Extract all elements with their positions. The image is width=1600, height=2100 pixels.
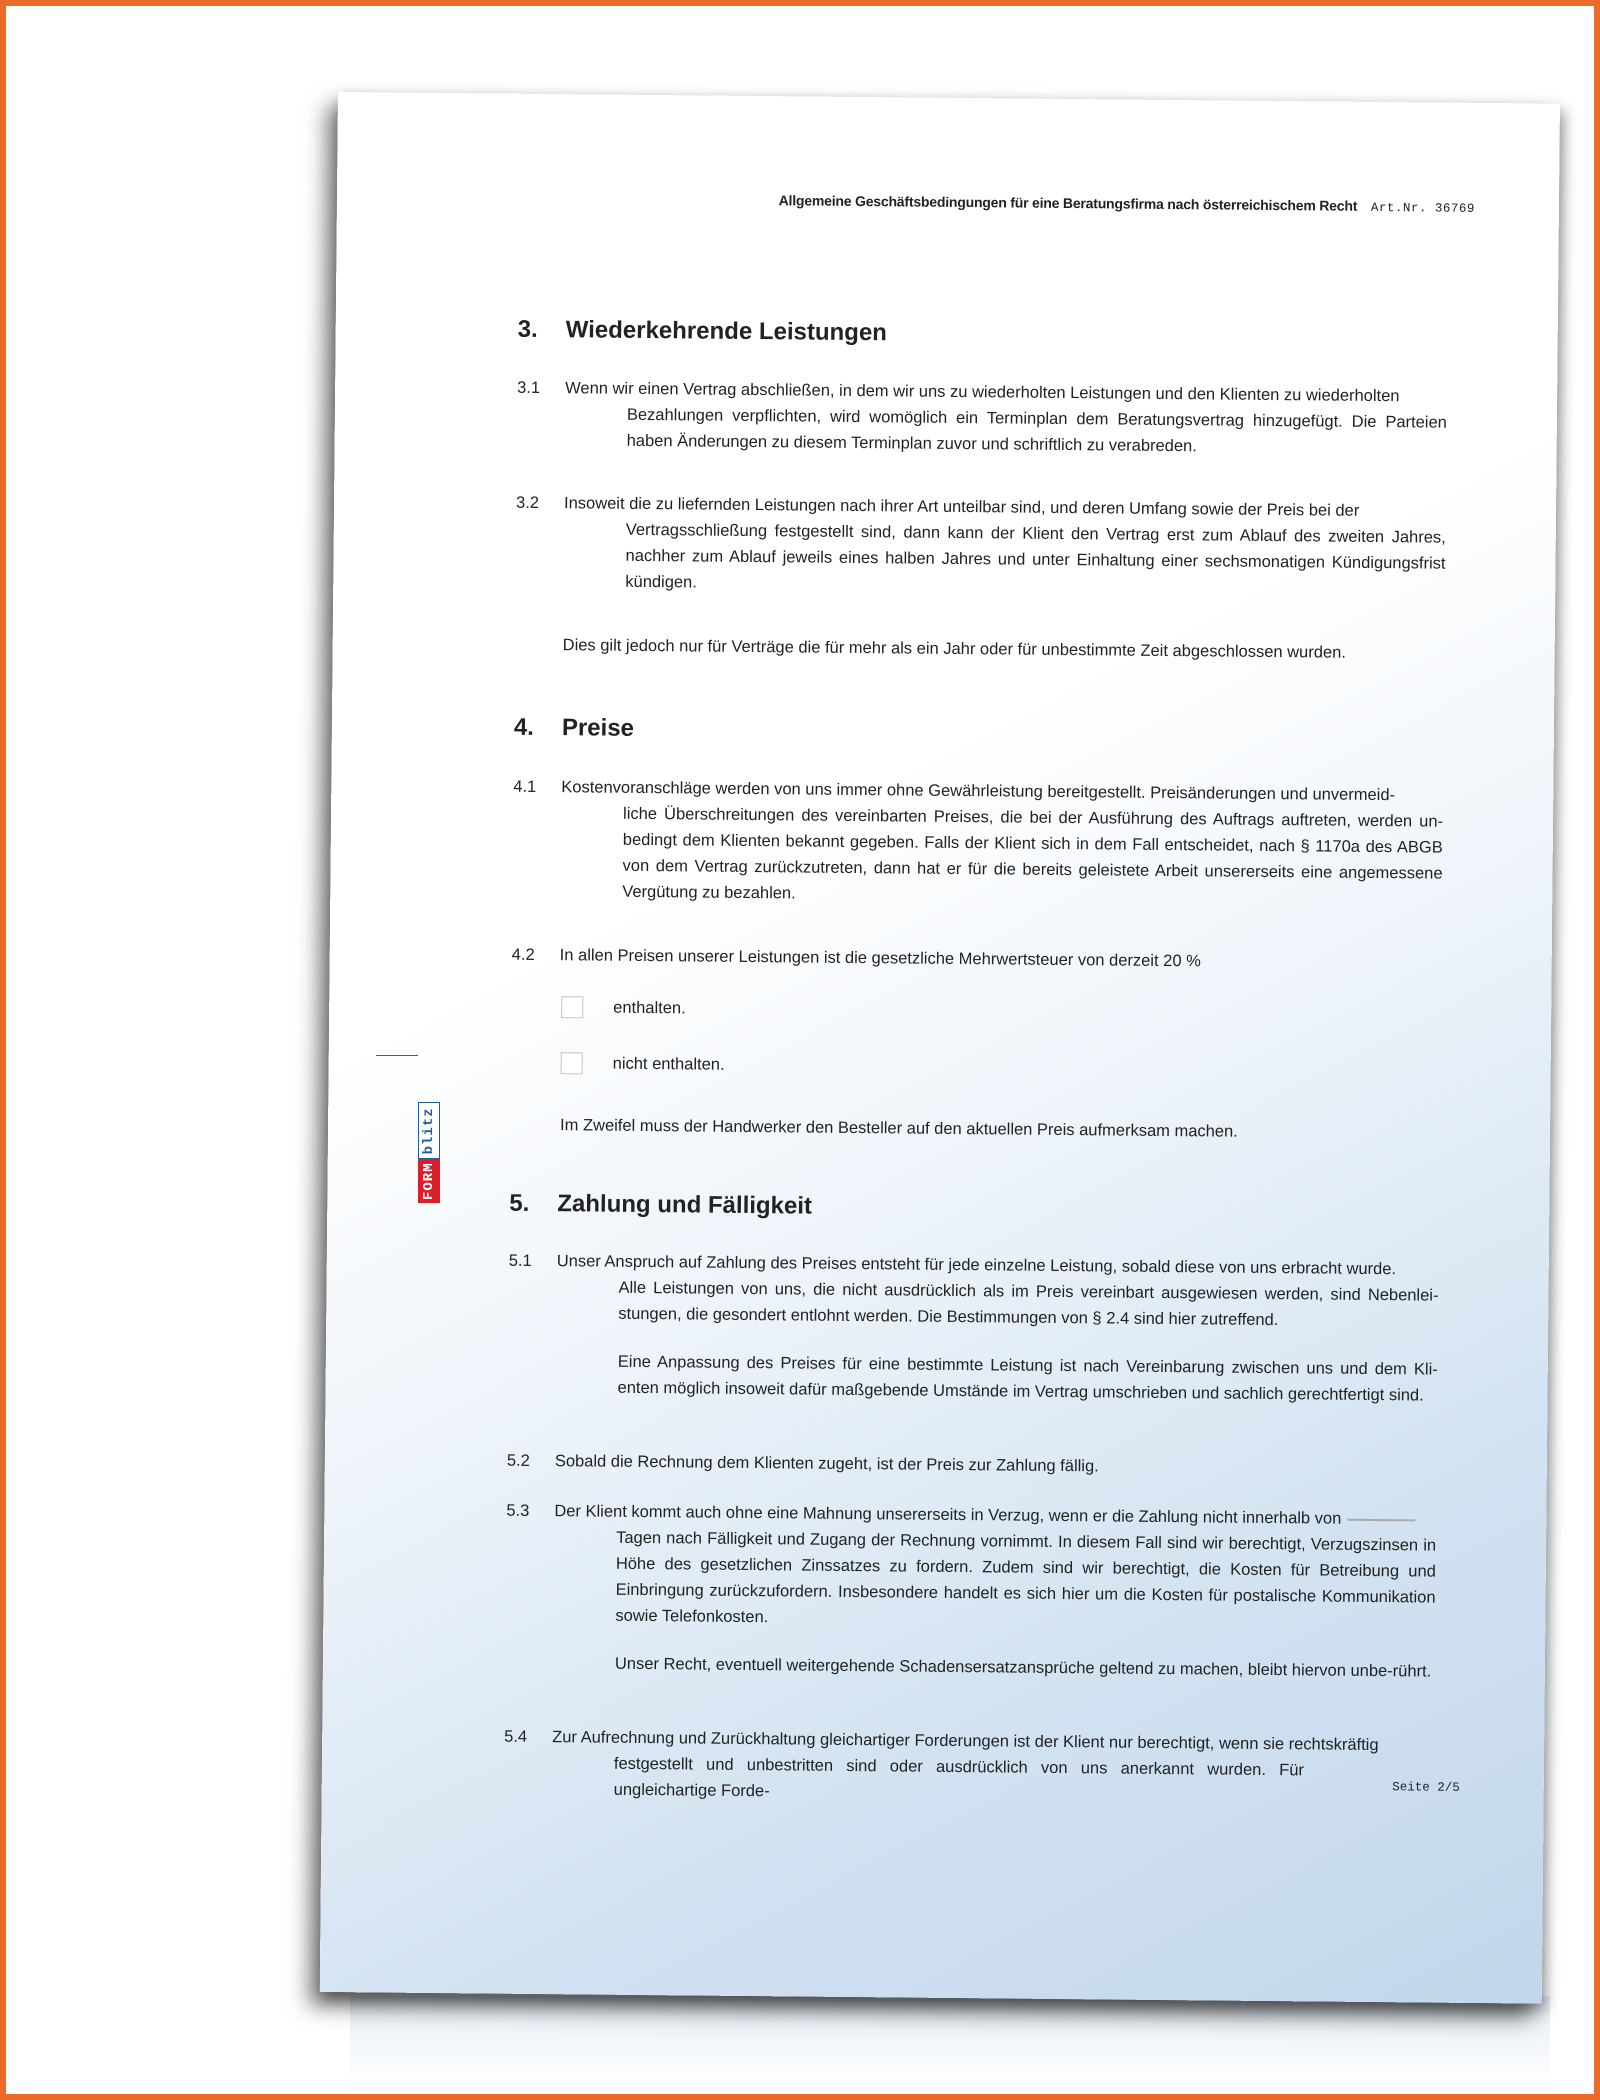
brand-tick-line: [376, 1055, 418, 1056]
clause-number: 4.1: [513, 777, 537, 796]
option-nicht-enthalten[interactable]: [561, 1052, 725, 1076]
section-number: 5.: [509, 1189, 530, 1217]
clause-first-line: Kostenvoranschläge werden von uns immer ohne Gewährleistung bereitgestellt. Preisänderungen und unvermeid-: [561, 778, 1396, 805]
section-3-note: Dies gilt jedoch nur für Verträge die für mehr als ein Jahr oder für unbestimmte Zeit abgeschlossen wurden.: [562, 636, 1346, 662]
clause-5-4: [504, 1724, 1435, 1811]
section-4-note: Im Zweifel muss der Handwerker den Besteller auf den aktuellen Preis aufmerksam machen.: [560, 1116, 1238, 1141]
clause-5-1: [507, 1248, 1438, 1409]
clause-3-2: [515, 490, 1446, 603]
logo-form-text: FORM: [418, 1159, 440, 1203]
document-page: [320, 92, 1560, 2004]
clause-5-2: [507, 1448, 1437, 1483]
clause-5-3: [505, 1498, 1437, 1685]
document-title: Allgemeine Geschäftsbedingungen für eine Beratungsfirma nach österreichischem Recht: [778, 192, 1358, 214]
section-title: Preise: [561, 714, 635, 742]
clause-number: 3.1: [517, 378, 541, 397]
clause-number: 4.2: [511, 945, 535, 964]
clause-4-2: [512, 942, 1442, 977]
clause-number: 5.2: [506, 1451, 530, 1470]
clause-text: Bezahlungen verpflichten, wird womöglich ein Terminplan dem Beratungsvertrag hinzugefügt. Die Parteien haben Änderungen zu diesem Terminplan zuvor und schriftlich zu verabreden.: [626, 405, 1447, 456]
clause-text: festgestellt und unbestritten sind oder ausdrücklich von uns anerkannt wurden. Für ungleichartige Forde-: [613, 1754, 1305, 1801]
clause-number: 3.2: [515, 493, 540, 512]
section-5-heading: [509, 1190, 812, 1221]
section-title: Zahlung und Fälligkeit: [557, 1190, 813, 1220]
clause-number: 5.1: [508, 1251, 532, 1270]
clause-paragraph: Unser Recht, eventuell weitergehende Schadensersatzansprüche geltend zu machen, bleibt hiervon unbe-rührt.: [614, 1654, 1432, 1681]
option-label: enthalten.: [613, 998, 686, 1017]
clause-4-1: [512, 774, 1443, 913]
section-3-heading: [518, 316, 887, 348]
clause-first-line: In allen Preisen unserer Leistungen ist die gesetzliche Mehrwertsteuer von derzeit 20 %: [559, 946, 1201, 971]
article-number: Art.Nr. 36769: [1370, 200, 1475, 216]
option-enthalten[interactable]: [561, 996, 686, 1019]
document-header: [779, 192, 1475, 216]
clause-text: Alle Leistungen von uns, die nicht ausdrücklich als im Preis vereinbart ausgewiesen werden, sind Nebenlei-stungen, die gesondert entlohnt werden. Die Bestimmungen von § 2.4 sind hier zutreffend.: [618, 1278, 1439, 1330]
clause-paragraph: Eine Anpassung des Preises für eine bestimmte Leistung ist nach Vereinbarung zwischen uns und dem Kli-enten möglich insoweit dafür maßgebende Umstände im Vertrag umschrieben und sachlich gerechtfertigt sind.: [617, 1352, 1438, 1405]
page-number: Seite 2/5: [1392, 1780, 1460, 1795]
clause-first-line: Unser Anspruch auf Zahlung des Preises entsteht für jede einzelne Leistung, sobald diese von uns erbracht wurde.: [556, 1252, 1397, 1279]
clause-3-1: [517, 375, 1448, 462]
option-label: nicht enthalten.: [612, 1054, 725, 1074]
clause-first-line: Zur Aufrechnung und Zurückhaltung gleichartiger Forderungen ist der Klient nur berechtigt, wenn sie rechtskräftig: [552, 1728, 1379, 1755]
checkbox-enthalten[interactable]: [561, 996, 583, 1018]
clause-first-line: Der Klient kommt auch ohne eine Mahnung unsererseits in Verzug, wenn er die Zahlung nicht innerhalb von: [554, 1502, 1342, 1528]
page-reflection: [350, 1996, 1550, 2086]
section-number: 4.: [513, 713, 535, 741]
logo-blitz-text: blitz: [418, 1102, 440, 1159]
section-4-heading: [514, 714, 634, 743]
clause-number: 5.3: [506, 1501, 530, 1520]
clause-text: liche Überschreitungen des vereinbarten Preises, die bei der Ausführung des Auftrags auftreten, werden un-bedingt dem Klienten bekannt gegeben. Falls der Klient sich in dem Fall entscheidet, nach § 1170a des ABGB von dem Vertrag zurückzutreten, dann hat er für die bereits geleistete Arbeit unsererseits eine angemessene Vergütung zu bezahlen.: [622, 804, 1444, 903]
formblitz-logo: [418, 1055, 440, 1203]
fill-in-blank[interactable]: [1347, 1518, 1415, 1521]
clause-first-line: Wenn wir einen Vertrag abschließen, in dem wir uns zu wiederholten Leistungen und den Klienten zu wiederholten: [565, 379, 1400, 406]
section-number: 3.: [517, 315, 538, 343]
clause-number: 5.4: [504, 1727, 528, 1746]
clause-text: Tagen nach Fälligkeit und Zugang der Rechnung vornimmt. In diesem Fall sind wir berechtigt, Verzugszinsen in Höhe des gesetzlichen Zinssatzes zu fordern. Zudem sind wir berechtigt, die Kosten für Betreibung und Einbringung zurückzufordern. Insbesondere handelt es sich hier um die Kosten für postalische Kommunikation sowie Telefonkosten.: [615, 1528, 1437, 1627]
clause-first-line: Sobald die Rechnung dem Klienten zugeht, ist der Preis zur Zahlung fällig.: [554, 1452, 1099, 1476]
clause-first-line: Insoweit die zu liefernden Leistungen nach ihrer Art unteilbar sind, und deren Umfang sowie der Preis bei der: [563, 494, 1360, 520]
section-title: Wiederkehrende Leistungen: [565, 316, 888, 347]
clause-text: Vertragsschließung festgestellt sind, dann kann der Klient den Vertrag erst zum Ablauf des zweiten Jahres, nachher zum Ablauf jeweils eines halben Jahres und unter Einhaltung einer sechsmonatigen Kündigungsfrist kündigen.: [625, 520, 1446, 592]
checkbox-nicht-enthalten[interactable]: [561, 1052, 583, 1074]
